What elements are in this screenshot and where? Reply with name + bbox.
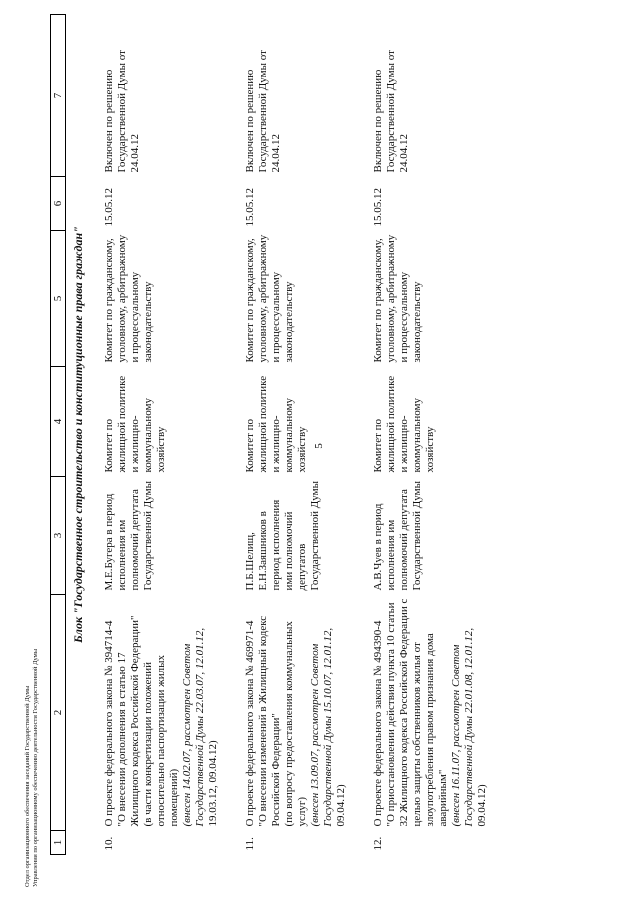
- rotated-page: [50, 15, 590, 855]
- responsible-committee: Комитет по жилищной политике и жилищно-коммунальному хозяйству: [372, 375, 436, 473]
- inclusion-decision: Включен по решению Государственной Думы от 24.04.12: [103, 50, 141, 173]
- bill-description: [234, 595, 362, 831]
- table-row: [234, 15, 362, 855]
- bill-meta: (внесен 16.11.07, рассмотрен Советом Государственной Думы 22.01.08, 12.01.12, 09.04.12): [450, 627, 488, 827]
- bill-number: О проекте федерального закона № 394714-4: [103, 620, 115, 827]
- bills-table: [50, 14, 503, 855]
- column-number: 1: [51, 831, 66, 855]
- column-number: 2: [51, 595, 66, 831]
- responsible-committee: Комитет по жилищной политике и жилищно-коммунальному хозяйству: [244, 375, 308, 473]
- coexecutor-committee: Комитет по гражданскому, уголовному, арбитражному и процессуальному законодательству: [244, 234, 295, 363]
- bill-description: [362, 595, 503, 831]
- row-number: 10.: [103, 836, 115, 851]
- inclusion-decision: Включен по решению Государственной Думы от 24.04.12: [244, 50, 282, 173]
- coexecutor-committee: Комитет по гражданскому, уголовному, арбитражному и процессуальному законодательству: [372, 234, 423, 363]
- column-number: 7: [51, 15, 66, 177]
- coexecutor-committee: Комитет по гражданскому, уголовному, арбитражному и процессуальному законодательству: [103, 234, 154, 363]
- review-date: 15.05.12: [244, 188, 256, 227]
- inclusion-decision: Включен по решению Государственной Думы от 24.04.12: [372, 50, 410, 173]
- row-number: 12.: [372, 836, 384, 851]
- bill-note: (по вопросу предоставления коммунальных услуг): [283, 621, 308, 827]
- bill-meta: (внесен 14.02.07, рассмотрен Советом Государственной Думы 22.03.07, 12.01.12, 19.03.12, 09.04.12): [181, 627, 219, 827]
- page-number: 5: [312, 443, 325, 449]
- column-number: 4: [51, 367, 66, 477]
- bill-note: (в части конкретизации положений относительно паспортизации жилых помещений): [142, 654, 180, 827]
- bill-title: "О приостановлении действия пункта 10 статьи 32 Жилищного кодекса Российской Федерации с целью защиты собственников жилья от злоупотребления правом признания дома аварийным": [385, 598, 449, 827]
- column-number: 5: [51, 231, 66, 367]
- bill-meta: (внесен 13.09.07, рассмотрен Советом Государственной Думы 15.10.07, 12.01.12, 09.04.12): [309, 627, 347, 827]
- bill-authors: П.Б.Шелищ, Е.Н.Заяшников в период исполнения ими полномочий депутатов Государственной Думы: [244, 480, 321, 591]
- footer: [24, 0, 64, 905]
- block-title: Блок "Государственное строительство и конституционные права граждан": [71, 226, 85, 643]
- footer-department: Отдел организационного обеспечения заседаний Государственной Думы: [24, 685, 31, 887]
- bill-authors: А.В.Чуев в период исполнения им полномочий депутата Государственной Думы: [372, 480, 423, 591]
- review-date: 15.05.12: [103, 188, 115, 227]
- bill-title: "О внесении изменений в Жилищный кодекс Российской Федерации": [257, 615, 282, 827]
- bill-description: [93, 595, 234, 831]
- row-number: 11.: [244, 837, 256, 851]
- column-number: 3: [51, 477, 66, 595]
- bill-number: О проекте федерального закона № 494390-4: [372, 620, 384, 827]
- bill-number: О проекте федерального закона № 469971-4: [244, 620, 256, 827]
- table-row: [93, 15, 234, 855]
- review-date: 15.05.12: [372, 188, 384, 227]
- table-row: [362, 15, 503, 855]
- responsible-committee: Комитет по жилищной политике и жилищно-коммунальному хозяйству: [103, 375, 167, 473]
- column-number: 6: [51, 177, 66, 231]
- footer-directorate: Управления по организационному обеспечению деятельности Государственной Думы: [32, 648, 39, 887]
- bill-authors: М.Е.Бугера в период исполнения им полномочий депутата Государственной Думы: [103, 480, 154, 591]
- bill-title: "О внесении дополнения в статью 17 Жилищного кодекса Российской Федерации": [116, 615, 141, 827]
